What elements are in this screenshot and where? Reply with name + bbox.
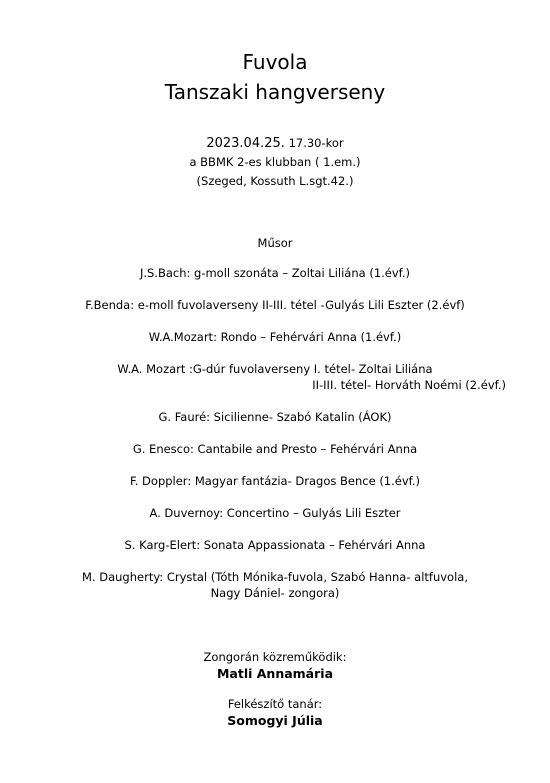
program-item: M. Daugherty: Crystal (Tóth Mónika-fuvola, Szabó Hanna- altfuvola, — [82, 570, 468, 584]
program-item: W.A.Mozart: Rondo – Fehérvári Anna (1.évf.) — [148, 330, 402, 344]
program-item: G. Fauré: Sicilienne- Szabó Katalin (ÁOK) — [158, 410, 392, 424]
event-venue: a BBMK 2-es klubban ( 1.em.) — [189, 155, 361, 169]
program-item-continuation: Nagy Dániel- zongora) — [210, 586, 340, 600]
teacher-label: Felkészítő tanár: — [227, 697, 323, 711]
event-datetime — [0, 136, 550, 151]
program-item: S. Karg-Elert: Sonata Appassionata – Fehérvári Anna — [124, 538, 426, 552]
poster-title-line-1: Fuvola — [242, 50, 308, 74]
event-address: (Szeged, Kossuth L.sgt.42.) — [196, 174, 354, 188]
program-item: F.Benda: e-moll fuvolaverseny II-III. tétel -Gulyás Lili Eszter (2.évf) — [85, 298, 465, 312]
program-item: F. Doppler: Magyar fantázia- Dragos Bence (1.évf.) — [129, 474, 421, 488]
poster-title-line-2: Tanszaki hangverseny — [164, 80, 386, 104]
program-item: J.S.Bach: g-moll szonáta – Zoltai Liliána (1.évf.) — [139, 266, 411, 280]
program-item-continuation: II-III. tétel- Horváth Noémi (2.évf.) — [312, 378, 506, 392]
event-date: 2023.04.25. — [206, 136, 285, 151]
program-item: A. Duvernoy: Concertino – Gulyás Lili Eszter — [149, 506, 401, 520]
program-item: G. Enesco: Cantabile and Presto – Fehérvári Anna — [132, 442, 418, 456]
event-time: 17.30-kor — [288, 136, 344, 150]
teacher-name: Somogyi Júlia — [227, 713, 323, 728]
program-item: W.A. Mozart :G-dúr fuvolaverseny I. tétel- Zoltai Liliána — [117, 362, 433, 376]
piano-accompanist-name: Matli Annamária — [216, 666, 334, 681]
program-heading: Műsor — [257, 236, 293, 250]
piano-accompanist-label: Zongorán közreműködik: — [203, 650, 347, 664]
